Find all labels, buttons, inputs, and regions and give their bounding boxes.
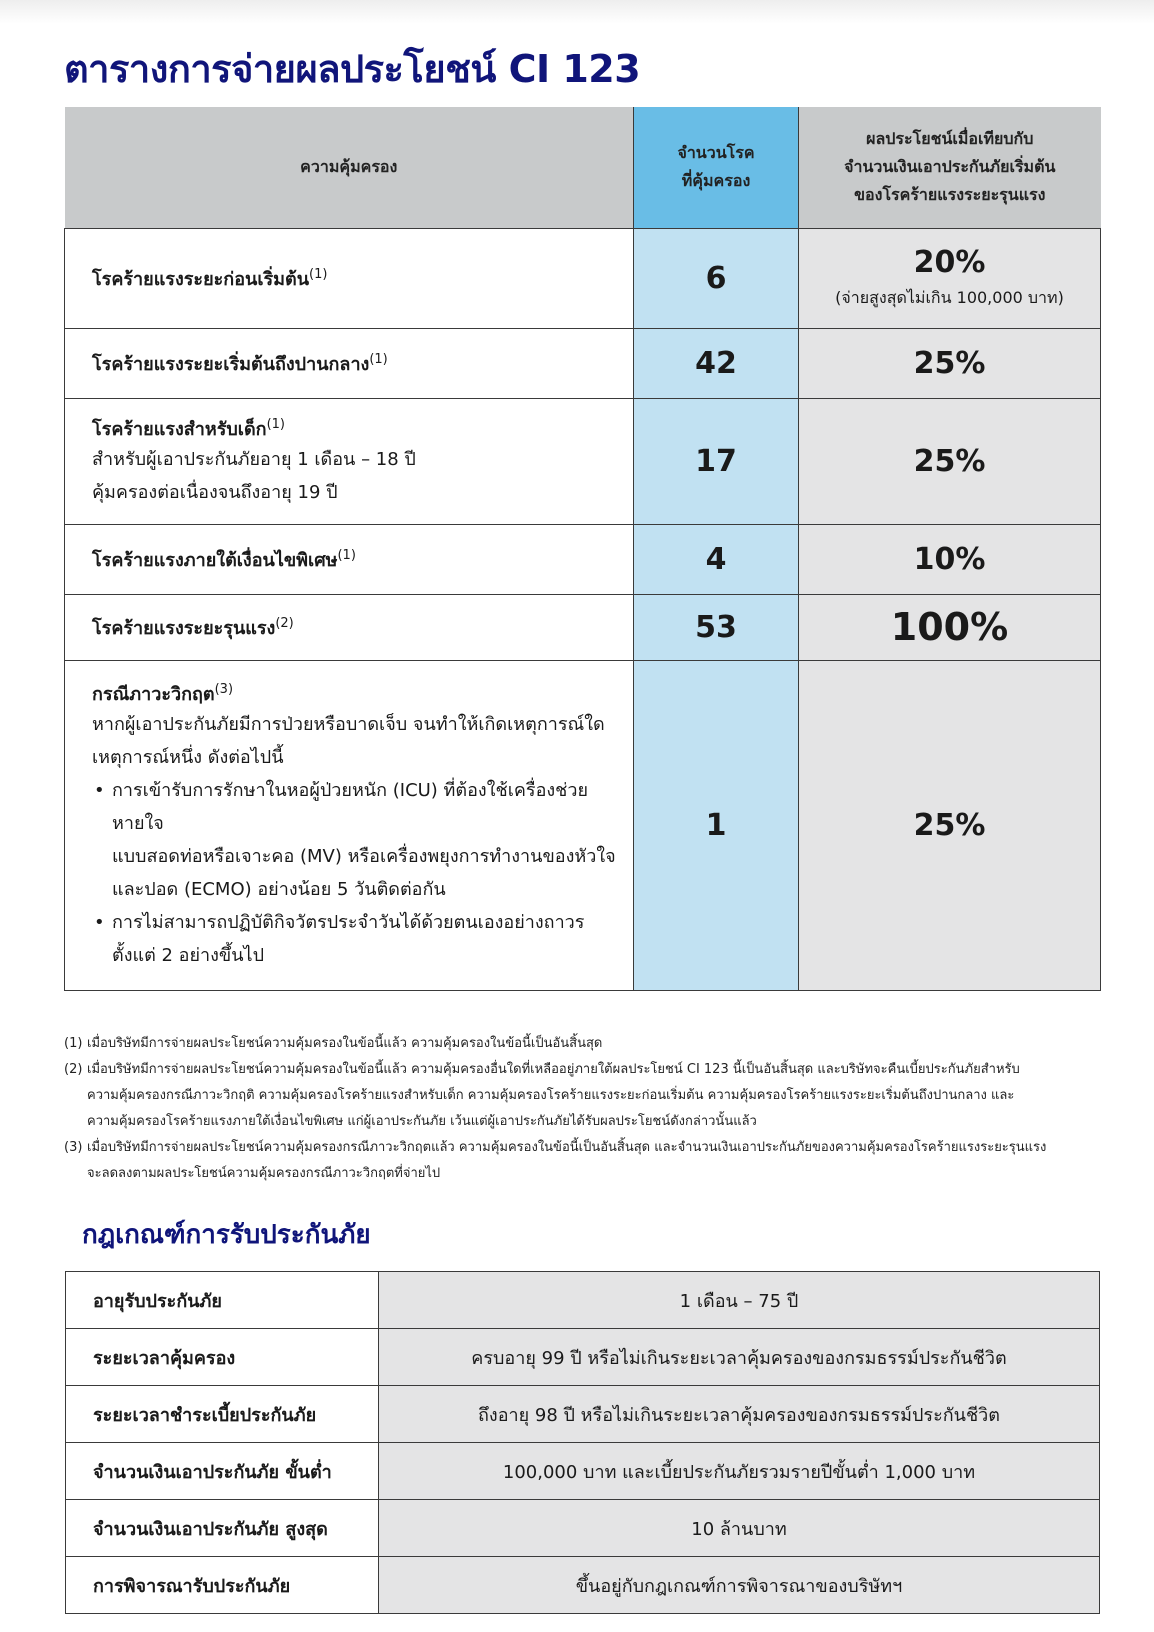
table-row: [66, 1443, 1100, 1500]
coverage-title: โรคร้ายแรงระยะรุนแรง$^{(2)}$: [92, 615, 294, 639]
coverage-title: โรคร้ายแรงสำหรับเด็ก$^{(1)}$: [92, 416, 285, 440]
footnote-ref: (2): [275, 615, 294, 631]
footnote-ref: (1): [337, 547, 356, 563]
list-item: • การไม่สามารถปฏิบัติกิจวัตรประจำวันได้ด้วยตนเองอย่างถาวร ตั้งแต่ 2 อย่างขึ้นไป: [92, 906, 633, 972]
rule-value: 1 เดือน – 75 ปี: [379, 1272, 1100, 1329]
rule-value: ครบอายุ 99 ปี หรือไม่เกินระยะเวลาคุ้มครองของกรมธรรม์ประกันชีวิต: [379, 1329, 1100, 1386]
footnote-ref: (1): [309, 266, 328, 282]
underwriting-section-title: กฎเกณฑ์การรับประกันภัย: [82, 1220, 371, 1250]
benefit-cap-note: (จ่ายสูงสุดไม่เกิน 100,000 บาท): [835, 288, 1064, 307]
benefit-percent-cell: [799, 228, 1101, 328]
benefit-percent: 25%: [799, 328, 1101, 398]
coverage-detail: สำหรับผู้เอาประกันภัยอายุ 1 เดือน – 18 ปี: [92, 448, 416, 470]
coverage-detail: หากผู้เอาประกันภัยมีการป่วยหรือบาดเจ็บ จนทำให้เกิดเหตุการณ์ใด: [92, 713, 605, 735]
list-item: • การเข้ารับการรักษาในหอผู้ป่วยหนัก (ICU) ที่ต้องใช้เครื่องช่วยหายใจ แบบสอดท่อหรือเจาะคอ (MV) หรือเครื่องพยุงการทำงานของหัวใจ และปอด (ECMO) อย่างน้อย 5 วันติดต่อกัน: [92, 774, 633, 906]
coverage-title: โรคร้ายแรงระยะก่อนเริ่มต้น$^{(1)}$: [92, 266, 328, 290]
benefit-percent: 100%: [799, 594, 1101, 660]
footnote-ref: (1): [369, 351, 388, 367]
coverage-detail: เหตุการณ์หนึ่ง ดังต่อไปนี้: [92, 746, 284, 768]
coverage-cell: [65, 524, 634, 594]
coverage-title: กรณีภาวะวิกฤต$^{(3)}$: [92, 681, 234, 705]
benefit-percent: 20%: [913, 245, 986, 280]
header-coverage: ความคุ้มครอง: [65, 107, 634, 228]
footnote-number: (1): [64, 1036, 83, 1051]
rule-label: จำนวนเงินเอาประกันภัย สูงสุด: [66, 1500, 379, 1557]
benefit-percent: 10%: [799, 524, 1101, 594]
table-row: [65, 660, 1101, 990]
table-row: [65, 398, 1101, 524]
header-benefit-percent: ผลประโยชน์เมื่อเทียบกับ จำนวนเงินเอาประกันภัยเริ่มต้น ของโรคร้ายแรงระยะรุนแรง: [799, 107, 1101, 228]
coverage-cell: [65, 594, 634, 660]
header-disease-count: จำนวนโรค ที่คุ้มครอง: [634, 107, 799, 228]
coverage-cell: [65, 328, 634, 398]
coverage-title: โรคร้ายแรงภายใต้เงื่อนไขพิเศษ$^{(1)}$: [92, 547, 356, 571]
table-row: [66, 1500, 1100, 1557]
disease-count: 17: [634, 398, 799, 524]
underwriting-table: [65, 1271, 1100, 1614]
rule-label: อายุรับประกันภัย: [66, 1272, 379, 1329]
benefit-table: [64, 107, 1101, 991]
rule-label: ระยะเวลาคุ้มครอง: [66, 1329, 379, 1386]
table-row: [66, 1557, 1100, 1614]
footnotes: [64, 1031, 1104, 1187]
page-title: ตารางการจ่ายผลประโยชน์ CI 123: [64, 47, 641, 91]
table-row: [66, 1272, 1100, 1329]
rule-value: 10 ล้านบาท: [379, 1500, 1100, 1557]
footnote-number: (2): [64, 1062, 83, 1077]
table-row: [65, 228, 1101, 328]
disease-count: 53: [634, 594, 799, 660]
crisis-conditions-list: [92, 774, 633, 972]
rule-label: จำนวนเงินเอาประกันภัย ขั้นต่ำ: [66, 1443, 379, 1500]
disease-count: 6: [634, 228, 799, 328]
table-row: [66, 1329, 1100, 1386]
rule-label: ระยะเวลาชำระเบี้ยประกันภัย: [66, 1386, 379, 1443]
coverage-detail: คุ้มครองต่อเนื่องจนถึงอายุ 19 ปี: [92, 481, 338, 503]
table-row: [65, 594, 1101, 660]
coverage-cell: [65, 228, 634, 328]
footnote-ref: (1): [266, 416, 285, 432]
disease-count: 4: [634, 524, 799, 594]
table-row: [66, 1386, 1100, 1443]
footnote-ref: (3): [214, 681, 234, 697]
footnote: (2) เมื่อบริษัทมีการจ่ายผลประโยชน์ความคุ้มครองในข้อนี้แล้ว ความคุ้มครองอื่นใดที่เหลืออยู่ภายใต้ผลประโยชน์ CI 123 นี้เป็นอันสิ้นสุด และบริษัทจะคืนเบี้ยประกันภัยสำหรับ ความคุ้มครองกรณีภาวะวิกฤติ ความคุ้มครองโรคร้ายแรงสำหรับเด็ก ความคุ้มครองโรคร้ายแรงระยะก่อนเริ่มต้น ความคุ้มครองโรคร้ายแรงระยะเริ่มต้นถึงปานกลาง และ ความคุ้มครองโรคร้ายแรงภายใต้เงื่อนไขพิเศษ แก่ผู้เอาประกันภัย เว้นแต่ผู้เอาประกันภัยได้รับผลประโยชน์ดังกล่าวนั้นแล้ว: [64, 1057, 1104, 1135]
rule-label: การพิจารณารับประกันภัย: [66, 1557, 379, 1614]
footnote: (1) เมื่อบริษัทมีการจ่ายผลประโยชน์ความคุ้มครองในข้อนี้แล้ว ความคุ้มครองในข้อนี้เป็นอันสิ้นสุด: [64, 1031, 1104, 1057]
benefit-percent: 25%: [799, 660, 1101, 990]
coverage-title: โรคร้ายแรงระยะเริ่มต้นถึงปานกลาง$^{(1)}$: [92, 351, 388, 375]
footnote: (3) เมื่อบริษัทมีการจ่ายผลประโยชน์ความคุ้มครองกรณีภาวะวิกฤตแล้ว ความคุ้มครองในข้อนี้เป็นอันสิ้นสุด และจำนวนเงินเอาประกันภัยของความคุ้มครองโรคร้ายแรงระยะรุนแรง จะลดลงตามผลประโยชน์ความคุ้มครองกรณีภาวะวิกฤตที่จ่ายไป: [64, 1135, 1104, 1187]
rule-value: 100,000 บาท และเบี้ยประกันภัยรวมรายปีขั้นต่ำ 1,000 บาท: [379, 1443, 1100, 1500]
footnote-number: (3): [64, 1140, 83, 1155]
benefit-percent: 25%: [799, 398, 1101, 524]
rule-value: ถึงอายุ 98 ปี หรือไม่เกินระยะเวลาคุ้มครองของกรมธรรม์ประกันชีวิต: [379, 1386, 1100, 1443]
table-row: [65, 524, 1101, 594]
coverage-cell: [65, 398, 634, 524]
coverage-cell: [65, 660, 634, 990]
benefit-table-header-row: [65, 107, 1101, 228]
rule-value: ขึ้นอยู่กับกฎเกณฑ์การพิจารณาของบริษัทฯ: [379, 1557, 1100, 1614]
disease-count: 1: [634, 660, 799, 990]
top-shadow: [0, 0, 1154, 24]
table-row: [65, 328, 1101, 398]
disease-count: 42: [634, 328, 799, 398]
